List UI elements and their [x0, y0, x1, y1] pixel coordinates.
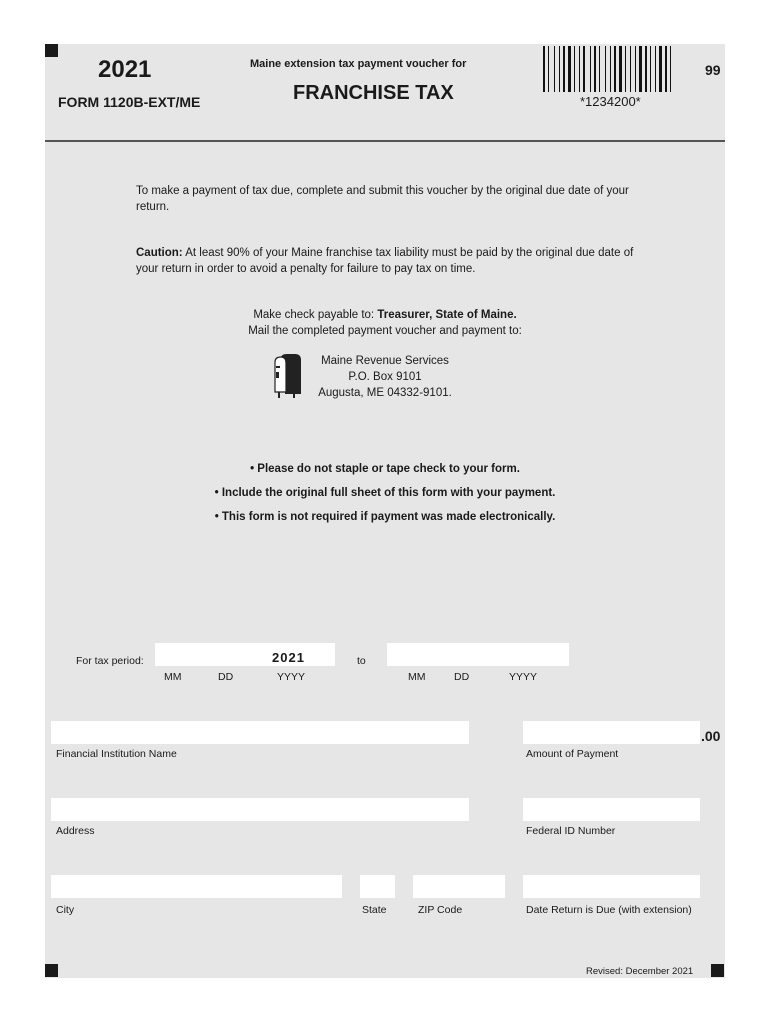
due-date-field[interactable]	[523, 875, 700, 898]
mailbox-icon	[273, 354, 303, 398]
registration-mark-bottom-left	[45, 964, 58, 977]
address-label: Address	[56, 825, 95, 837]
bullet-include-sheet: • Include the original full sheet of this form with your payment.	[214, 487, 556, 499]
payable-prefix: Make check payable to:	[253, 309, 378, 321]
amount-field[interactable]	[523, 721, 700, 744]
barcode-bar	[583, 46, 585, 92]
barcode-bar	[672, 46, 674, 92]
page-code: 99	[705, 62, 721, 78]
amount-label: Amount of Payment	[526, 748, 619, 760]
zip-label: ZIP Code	[418, 904, 463, 916]
amount-cents-suffix: .00	[701, 728, 721, 744]
barcode-bar	[574, 46, 575, 92]
barcode-bar	[548, 46, 549, 92]
due-date-label: Date Return is Due (with extension)	[526, 904, 692, 916]
barcode-bar	[579, 46, 580, 92]
barcode-bar	[637, 46, 638, 92]
barcode-bar	[663, 46, 664, 92]
bullet-no-staple: • Please do not staple or tape check to your form.	[250, 463, 520, 475]
barcode-bar	[668, 46, 669, 92]
mail-instruction: Mail the completed payment voucher and payment to:	[248, 325, 522, 337]
barcode-bar	[554, 46, 555, 92]
barcode-bar	[592, 46, 593, 92]
barcode-bar	[550, 46, 553, 92]
caution-label: Caution:	[136, 247, 183, 259]
barcode-bar	[572, 46, 573, 92]
barcode-bar	[563, 46, 565, 92]
barcode-bar	[639, 46, 642, 92]
end-yyyy-label: YYYY	[509, 671, 538, 683]
barcode-bar	[630, 46, 631, 92]
barcode-bar	[594, 46, 596, 92]
barcode-bar	[655, 46, 656, 92]
form-id: FORM 1120B-EXT/ME	[58, 94, 201, 110]
federal-id-label: Federal ID Number	[526, 825, 616, 837]
barcode-bar	[566, 46, 567, 92]
caution-text	[136, 245, 646, 277]
institution-name-label: Financial Institution Name	[56, 748, 177, 760]
mailing-address	[305, 353, 465, 401]
barcode-bar	[601, 46, 604, 92]
barcode-bar	[623, 46, 624, 92]
federal-id-field[interactable]	[523, 798, 700, 821]
barcode-bar	[643, 46, 644, 92]
barcode-bar	[543, 46, 545, 92]
end-dd-label: DD	[454, 671, 470, 683]
end-mm-label: MM	[408, 671, 426, 683]
barcode-bar	[586, 46, 589, 92]
start-mm-label: MM	[164, 671, 182, 683]
institution-name-field[interactable]	[51, 721, 469, 744]
address-line: Maine Revenue Services	[321, 355, 449, 367]
state-label: State	[362, 904, 387, 916]
payable-to: Treasurer, State of Maine.	[377, 309, 517, 321]
barcode-bar	[650, 46, 651, 92]
barcode-bar	[590, 46, 591, 92]
bullet-not-required: • This form is not required if payment was made electronically.	[214, 511, 556, 523]
barcode-bar	[599, 46, 600, 92]
tax-period-start-year: 2021	[272, 650, 305, 665]
city-field[interactable]	[51, 875, 342, 898]
payable-line	[45, 307, 725, 323]
barcode-bar	[632, 46, 634, 92]
barcode-bar	[665, 46, 667, 92]
barcode-bar	[619, 46, 622, 92]
barcode-bar	[627, 46, 629, 92]
barcode-bar	[657, 46, 658, 92]
barcode-bar	[568, 46, 571, 92]
tax-period-to-label: to	[357, 655, 366, 667]
address-line: P.O. Box 9101	[348, 371, 422, 383]
barcode-bar	[612, 46, 613, 92]
barcode-bar	[607, 46, 609, 92]
form-subtitle: Maine extension tax payment voucher for	[250, 58, 467, 70]
barcode-bar	[556, 46, 558, 92]
tax-period-start-field[interactable]	[155, 643, 335, 666]
registration-mark-bottom-right	[711, 964, 724, 977]
city-label: City	[56, 904, 75, 916]
address-line: Augusta, ME 04332-9101.	[318, 387, 452, 399]
barcode-bar	[625, 46, 626, 92]
barcode-bar	[670, 46, 671, 92]
start-yyyy-label: YYYY	[277, 671, 306, 683]
barcode-bar	[597, 46, 598, 92]
address-field[interactable]	[51, 798, 469, 821]
header-divider	[45, 140, 725, 142]
intro-text: To make a payment of tax due, complete and submit this voucher by the original due date of your return.	[136, 185, 629, 213]
barcode-number: *1234200*	[580, 94, 641, 109]
barcode-bar	[659, 46, 662, 92]
registration-mark-top-left	[45, 44, 58, 57]
barcode-bar	[614, 46, 616, 92]
zip-field[interactable]	[413, 875, 505, 898]
barcode-bar	[610, 46, 611, 92]
barcode-image	[543, 46, 690, 92]
state-field[interactable]	[360, 875, 395, 898]
barcode-bar	[605, 46, 606, 92]
revised-date: Revised: December 2021	[586, 966, 694, 977]
barcode-bar	[561, 46, 562, 92]
barcode-bar	[648, 46, 649, 92]
barcode-bar	[617, 46, 618, 92]
barcode-bar	[652, 46, 654, 92]
form-title: FRANCHISE TAX	[293, 82, 454, 104]
form-year: 2021	[98, 56, 152, 83]
barcode-bar	[576, 46, 578, 92]
tax-period-label: For tax period:	[76, 655, 144, 667]
barcode-bar	[546, 46, 547, 92]
barcode-bar	[581, 46, 582, 92]
barcode-bar	[635, 46, 636, 92]
tax-period-end-field[interactable]	[387, 643, 569, 666]
barcode-bar	[645, 46, 647, 92]
caution-body: At least 90% of your Maine franchise tax liability must be paid by the original due date of your return in order to avoid a penalty for failure to pay tax on time.	[136, 247, 634, 275]
barcode-bar	[559, 46, 560, 92]
start-dd-label: DD	[218, 671, 234, 683]
